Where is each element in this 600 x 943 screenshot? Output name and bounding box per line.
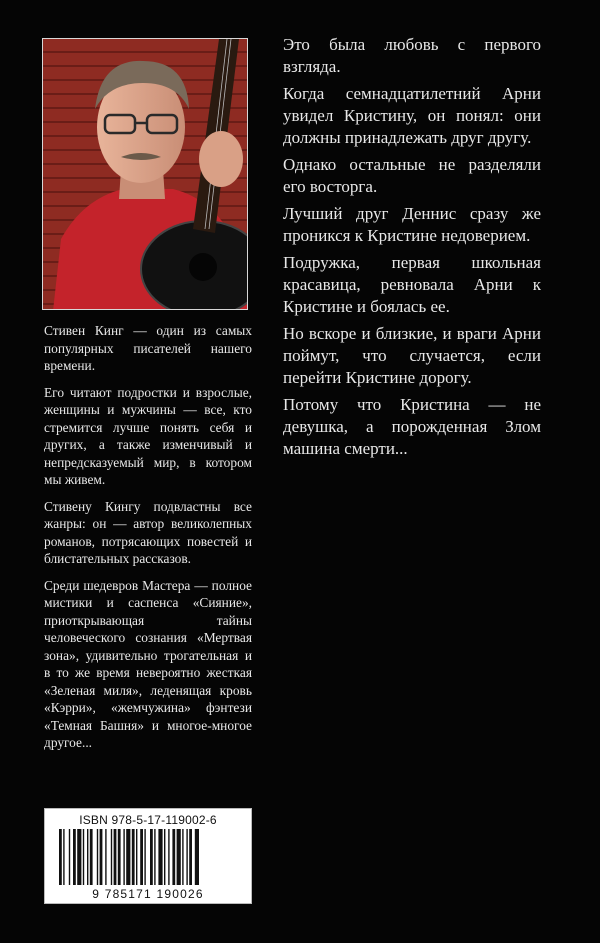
author-bio-paragraph: Стивену Кингу подвластны все жанры: он — автор великолепных романов, потрясающих повестей и блистательных рассказов.	[44, 498, 252, 566]
author-portrait-icon	[43, 39, 248, 310]
blurb-paragraph: Потому что Кристина — не девушка, а порожденная Злом машина смерти...	[283, 395, 541, 458]
barcode-bars-icon	[59, 829, 239, 887]
blurb-paragraph: Это была любовь с первого взгляда.	[283, 35, 541, 76]
isbn-label: ISBN 978-5-17-119002-6	[79, 813, 217, 827]
blurb-paragraph: Когда семнадцатилетний Арни увидел Кристину, он понял: они должны принадлежать друг другу.	[283, 84, 541, 147]
blurb-paragraph: Но вскоре и близкие, и враги Арни поймут, что случается, если перейти Кристине дорогу.	[283, 324, 541, 387]
author-photo	[42, 38, 248, 310]
blurb-paragraph: Подружка, первая школьная красавица, ревновала Арни к Кристине и боялась ее.	[283, 253, 541, 316]
ean-digits: 9 785171 190026	[92, 887, 204, 901]
author-bio-paragraph: Его читают подростки и взрослые, женщины и мужчины — все, кто стремится лучше понять себя и других, а также изменчивый и непредсказуемый мир, в котором мы живем.	[44, 384, 252, 487]
author-bio-paragraph: Среди шедевров Мастера — полное мистики и саспенса «Сияние», приоткрывающая тайны человеческого сознания «Мертвая зона», удивительно трогательная и в то же время невероятно жесткая «Зеленая миля», леденящая кровь «Кэрри», «жемчужина» фэнтези «Темная Башня» и многое-многое другое...	[44, 577, 252, 750]
author-bio-paragraph: Стивен Кинг — один из самых популярных писателей нашего времени.	[44, 323, 252, 373]
author-bio	[44, 322, 252, 761]
blurb-paragraph: Лучший друг Деннис сразу же проникся к Кристине недоверием.	[283, 204, 541, 245]
isbn-barcode	[44, 808, 252, 904]
blurb-paragraph: Однако остальные не разделяли его восторга.	[283, 155, 541, 196]
book-blurb	[283, 34, 541, 465]
